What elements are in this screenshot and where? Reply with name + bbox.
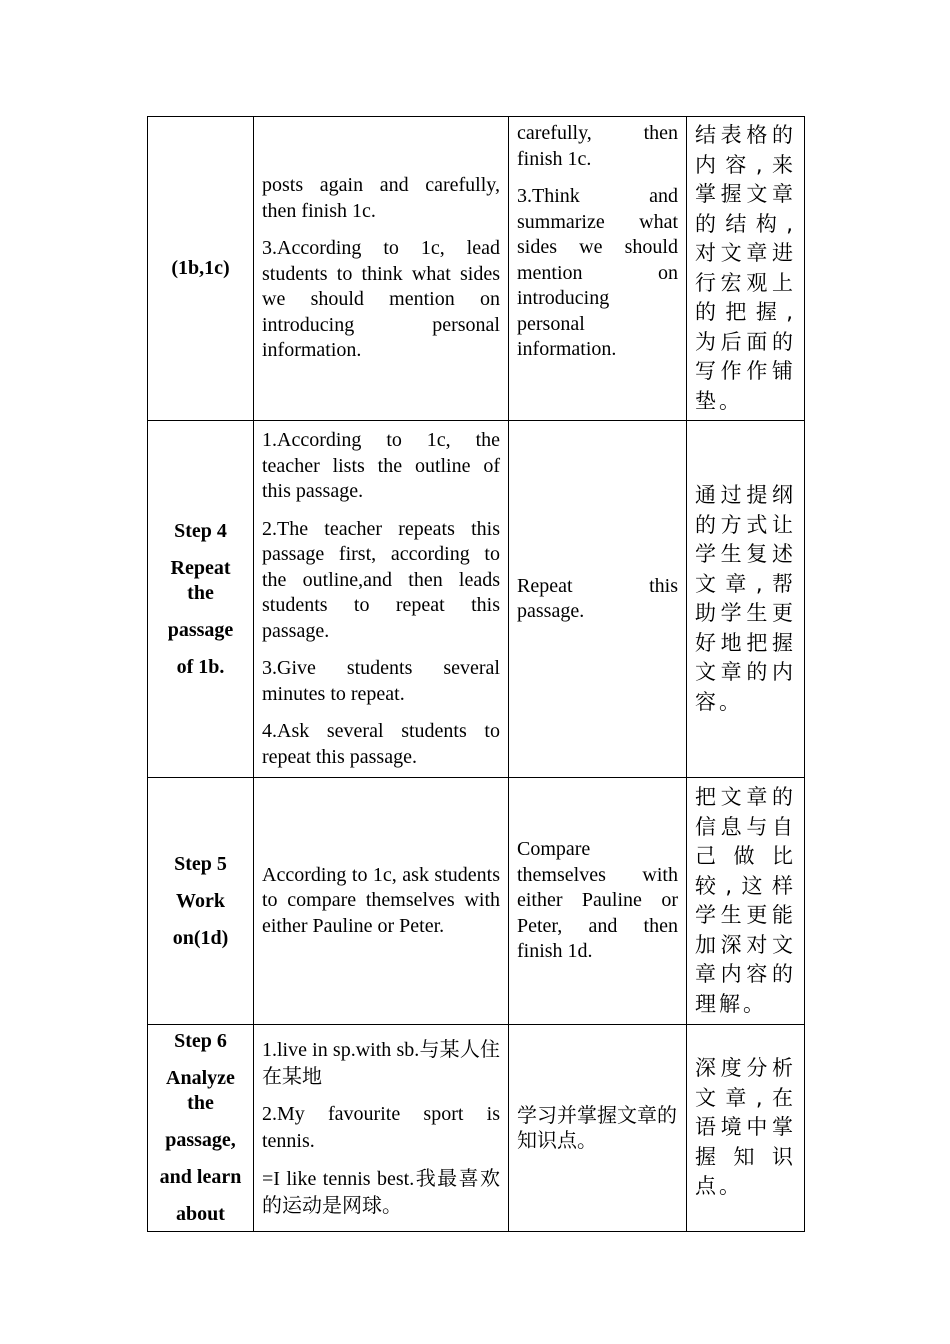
purpose-cell [687,1025,805,1232]
step-label: passage [167,618,234,641]
student-activity: 3.Think and summarize what sides we should mention on introducing personal information. [517,185,678,360]
student-activity-cell [509,117,687,421]
teacher-activity-cell [254,421,509,778]
teacher-activity: 3.Give students several minutes to repeat. [262,657,500,705]
step-label: of 1b. [176,655,225,678]
english-text: =I like tennis best. [262,1168,415,1190]
teacher-activity [262,1037,500,1090]
table-row [148,778,805,1025]
teacher-activity-cell [254,117,509,421]
step-label: passage, [165,1129,236,1151]
step-cell [148,421,254,778]
teacher-activity-cell [254,1025,509,1232]
step-label: Work [176,889,225,912]
step-label: Step 6 [174,1030,227,1052]
step-cell [148,778,254,1025]
student-activity-cell [509,421,687,778]
table-row [148,1025,805,1232]
teacher-activity [262,1102,500,1154]
purpose-text: 深度分析文章,在语境中掌握知识点。 [695,1056,796,1199]
purpose-cell [687,117,805,421]
step-cell [148,1025,254,1232]
purpose-text: 通过提纲的方式让学生复述文章,帮助学生更好地把握文章的内容。 [695,483,796,714]
teacher-activity: posts again and carefully, then finish 1c. [262,174,500,222]
purpose-text: 结表格的内容,来掌握文章的结构,对文章进行宏观上的把握,为后面的写作作铺垫。 [695,123,796,413]
table-row [148,421,805,778]
english-text: 2.My favourite sport is tennis. [262,1103,500,1152]
purpose-cell [687,778,805,1025]
step-label: Repeat the [170,556,231,604]
student-activity: carefully, then finish 1c. [517,122,678,170]
teacher-activity: 2.The teacher repeats this passage first, according to the outline,and then leads students to repeat this passage. [262,517,500,642]
chinese-text: 与某人住在某地 [262,1037,501,1088]
student-activity: Compare themselves with either Pauline or Peter, and then finish 1d. [517,838,678,963]
step-label: about [176,1203,225,1225]
student-activity: 学习并掌握文章的知识点。 [517,1102,677,1152]
purpose-text: 把文章的信息与自己做比较,这样学生更能加深对文章内容的理解。 [695,785,796,1016]
step-label: Analyze the [166,1067,235,1114]
english-text: 1.live in sp.with sb. [262,1039,420,1061]
teacher-activity: 1.According to 1c, the teacher lists the outline of this passage. [262,429,500,502]
purpose-cell [687,421,805,778]
teacher-activity-cell [254,778,509,1025]
student-activity: Repeat this passage. [517,574,678,622]
student-activity-cell [509,778,687,1025]
chinese-text: 我最喜欢的运动是网球。 [262,1166,501,1217]
step-label: and learn [159,1166,242,1188]
step-label: Step 4 [174,519,227,542]
lesson-plan-table [147,116,805,1232]
teacher-activity: 3.According to 1c, lead students to think what sides we should mention on introducing personal information. [262,237,500,362]
step-label: Step 5 [174,852,227,875]
step-cell [148,117,254,421]
teacher-activity: According to 1c, ask students to compare themselves with either Pauline or Peter. [262,863,500,937]
student-activity-cell [509,1025,687,1232]
teacher-activity: 4.Ask several students to repeat this passage. [262,720,500,768]
step-label: (1b,1c) [171,257,230,279]
table-row [148,117,805,421]
teacher-activity [262,1166,500,1219]
step-label: on(1d) [172,926,229,949]
